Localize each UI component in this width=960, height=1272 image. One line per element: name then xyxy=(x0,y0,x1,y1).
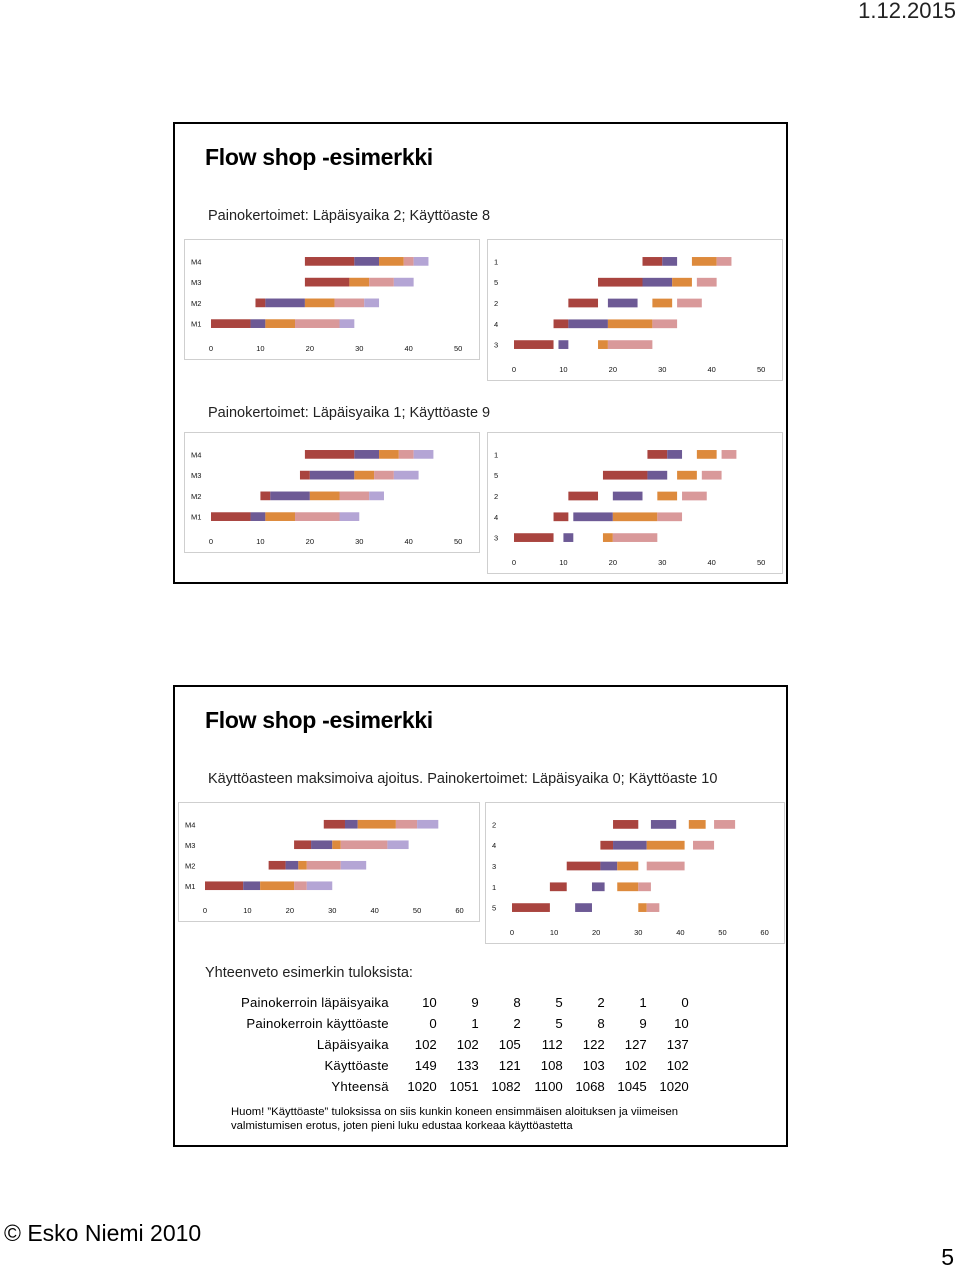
gantt-bar xyxy=(341,861,366,870)
gantt-bar xyxy=(394,471,419,480)
table-row xyxy=(241,1076,689,1097)
table-cell: 102 xyxy=(414,1037,437,1052)
x-tick-label: 50 xyxy=(756,365,766,374)
gantt-bar xyxy=(693,841,714,850)
x-tick-label: 0 xyxy=(509,928,515,937)
gantt-bar xyxy=(270,492,310,501)
gantt-bar xyxy=(677,471,697,480)
gantt-bar xyxy=(608,299,638,308)
x-tick-label: 0 xyxy=(208,537,214,546)
gantt-bar xyxy=(332,840,340,849)
row-label: 5 xyxy=(494,278,499,288)
chart-3-jobs xyxy=(485,802,785,944)
gantt-bar xyxy=(568,319,608,328)
row-label: 1 xyxy=(492,882,497,892)
x-tick-label: 30 xyxy=(658,365,667,374)
gantt-bar xyxy=(387,840,408,849)
slide-2-subtitle: Käyttöasteen maksimoiva ajoitus. Painokertoimet: Läpäisyaika 0; Käyttöaste 10 xyxy=(208,771,718,787)
row-label: M3 xyxy=(185,840,196,850)
gantt-bar xyxy=(295,512,339,521)
table-row xyxy=(241,1055,689,1076)
gantt-bar xyxy=(652,299,672,308)
gantt-bar xyxy=(340,492,370,501)
gantt-bar xyxy=(592,882,605,891)
x-tick-label: 40 xyxy=(707,365,716,374)
row-label: M3 xyxy=(191,471,202,481)
gantt-bar xyxy=(396,820,417,829)
gantt-bar xyxy=(294,881,307,890)
row-label: 4 xyxy=(492,841,497,851)
row-label: M2 xyxy=(191,298,202,308)
slide-1-title: Flow shop -esimerkki xyxy=(205,144,433,170)
table-cell: 10 xyxy=(674,1016,689,1031)
slide-2-title: Flow shop -esimerkki xyxy=(205,707,433,733)
table-cell: 1020 xyxy=(407,1079,437,1094)
chart-2-machines xyxy=(184,432,480,553)
gantt-bar xyxy=(369,278,394,287)
slide-1-subtitle-2: Painokertoimet: Läpäisyaika 1; Käyttöaste 9 xyxy=(208,405,491,421)
row-label: M1 xyxy=(185,881,196,891)
x-tick-label: 10 xyxy=(256,537,265,546)
gantt-bar xyxy=(340,512,360,521)
row-label: Läpäisyaika xyxy=(316,1037,389,1052)
gantt-bar xyxy=(554,319,569,328)
row-label: 2 xyxy=(494,492,499,501)
chart-2-jobs xyxy=(487,432,783,574)
gantt-bar xyxy=(205,881,243,890)
gantt-bar xyxy=(354,450,379,459)
table-cell: 103 xyxy=(582,1058,605,1073)
x-tick-label: 50 xyxy=(756,558,766,567)
gantt-bar xyxy=(211,512,251,521)
gantt-bar xyxy=(354,471,374,480)
gantt-bar xyxy=(613,841,647,850)
gantt-bar xyxy=(269,861,286,870)
row-label: M4 xyxy=(191,257,202,267)
table-cell: 122 xyxy=(582,1037,605,1052)
x-tick-label: 40 xyxy=(676,928,685,937)
table-cell: 1020 xyxy=(659,1079,689,1094)
gantt-bar xyxy=(657,512,682,521)
gantt-bar xyxy=(682,492,707,501)
row-label: M3 xyxy=(191,278,202,288)
gantt-bar xyxy=(305,257,354,266)
gantt-bar xyxy=(598,340,608,349)
table-row xyxy=(241,1034,689,1055)
gantt-bar xyxy=(354,257,379,266)
chart-3-machines xyxy=(178,802,480,922)
gantt-bar xyxy=(243,881,260,890)
gantt-bar xyxy=(300,471,310,480)
table-cell: 137 xyxy=(666,1037,689,1052)
x-tick-label: 0 xyxy=(208,344,214,353)
gantt-bar xyxy=(677,299,702,308)
gantt-bar xyxy=(417,820,438,829)
gantt-bar xyxy=(265,512,295,521)
row-label: 4 xyxy=(494,512,499,522)
gantt-bar xyxy=(374,471,394,480)
x-tick-label: 60 xyxy=(760,928,769,937)
chart-1-machines xyxy=(184,239,480,360)
row-label: M4 xyxy=(185,820,196,830)
x-tick-label: 50 xyxy=(718,928,727,937)
x-tick-label: 0 xyxy=(202,906,208,915)
gantt-bar xyxy=(514,533,554,542)
gantt-bar xyxy=(305,450,354,459)
gantt-bar xyxy=(324,820,345,829)
x-tick-label: 20 xyxy=(608,558,618,567)
gantt-bar xyxy=(358,820,396,829)
table-cell: 121 xyxy=(498,1058,521,1073)
table-cell: 133 xyxy=(456,1058,479,1073)
table-cell: 9 xyxy=(471,995,479,1010)
gantt-bar xyxy=(414,450,434,459)
gantt-bar xyxy=(563,533,573,542)
gantt-bar xyxy=(600,841,613,850)
row-label: M1 xyxy=(191,319,202,329)
gantt-bar xyxy=(702,471,722,480)
gantt-bar xyxy=(613,512,657,521)
gantt-bar xyxy=(647,903,660,912)
row-label: 3 xyxy=(492,862,497,871)
table-cell: 102 xyxy=(666,1058,689,1073)
gantt-bar xyxy=(379,257,404,266)
gantt-bar xyxy=(647,471,667,480)
table-cell: 2 xyxy=(597,995,605,1010)
table-cell: 0 xyxy=(681,995,689,1010)
table-cell: 108 xyxy=(540,1058,563,1073)
gantt-bar xyxy=(364,299,379,308)
summary-title: Yhteenveto esimerkin tuloksista: xyxy=(205,965,413,981)
row-label: 2 xyxy=(494,299,499,308)
x-tick-label: 50 xyxy=(453,344,463,353)
gantt-bar xyxy=(647,841,685,850)
gantt-bar xyxy=(335,299,365,308)
gantt-bar xyxy=(265,319,295,328)
gantt-bar xyxy=(349,278,369,287)
gantt-bar xyxy=(603,533,613,542)
table-cell: 9 xyxy=(639,1016,647,1031)
table-cell: 105 xyxy=(498,1037,521,1052)
gantt-bar xyxy=(613,533,657,542)
x-tick-label: 50 xyxy=(412,906,422,915)
x-tick-label: 40 xyxy=(404,344,413,353)
gantt-bar xyxy=(722,450,737,459)
x-tick-label: 20 xyxy=(285,906,295,915)
gantt-bar xyxy=(643,278,673,287)
gantt-bar xyxy=(251,512,266,521)
footer-copyright: © Esko Niemi 2010 xyxy=(4,1220,202,1246)
x-tick-label: 10 xyxy=(243,906,252,915)
table-cell: 1051 xyxy=(449,1079,479,1094)
gantt-bar xyxy=(573,512,613,521)
gantt-bar xyxy=(260,492,270,501)
x-tick-label: 30 xyxy=(634,928,643,937)
page-number: 5 xyxy=(941,1244,954,1270)
table-cell: 1068 xyxy=(575,1079,605,1094)
slide-1 xyxy=(173,122,788,584)
gantt-bar xyxy=(251,319,266,328)
gantt-bar xyxy=(341,840,388,849)
x-tick-label: 10 xyxy=(559,365,568,374)
table-row xyxy=(241,992,689,1013)
x-tick-label: 30 xyxy=(328,906,337,915)
x-tick-label: 20 xyxy=(305,537,315,546)
x-tick-label: 60 xyxy=(455,906,464,915)
x-tick-label: 0 xyxy=(511,365,517,374)
table-cell: 127 xyxy=(624,1037,647,1052)
table-cell: 5 xyxy=(555,995,563,1010)
row-label: Käyttöaste xyxy=(324,1058,389,1073)
table-cell: 1 xyxy=(471,1016,479,1031)
row-label: M2 xyxy=(185,861,196,871)
row-label: 1 xyxy=(494,257,499,267)
gantt-bar xyxy=(643,257,663,266)
row-label: 5 xyxy=(494,471,499,481)
header-date: 1.12.2015 xyxy=(858,0,956,23)
x-tick-label: 0 xyxy=(511,558,517,567)
gantt-bar xyxy=(369,492,384,501)
gantt-bar xyxy=(305,299,335,308)
row-label: 4 xyxy=(494,319,499,329)
table-cell: 149 xyxy=(414,1058,437,1073)
gantt-bar xyxy=(657,492,677,501)
gantt-bar xyxy=(600,862,617,871)
x-tick-label: 40 xyxy=(404,537,413,546)
table-cell: 5 xyxy=(555,1016,563,1031)
gantt-bar xyxy=(567,862,601,871)
gantt-bar xyxy=(311,840,332,849)
gantt-bar xyxy=(638,903,646,912)
table-cell: 8 xyxy=(513,995,521,1010)
gantt-bar xyxy=(310,471,354,480)
chart-1-jobs xyxy=(487,239,783,381)
gantt-bar xyxy=(697,278,717,287)
x-tick-label: 10 xyxy=(559,558,568,567)
gantt-bar xyxy=(608,319,652,328)
row-label: M1 xyxy=(191,512,202,522)
gantt-bar xyxy=(394,278,414,287)
x-tick-label: 40 xyxy=(370,906,379,915)
gantt-bar xyxy=(345,820,358,829)
gantt-bar xyxy=(286,861,299,870)
gantt-bar xyxy=(613,492,643,501)
gantt-bar xyxy=(652,319,677,328)
note-text: Huom! ”Käyttöaste” tuloksissa on siis kunkin koneen ensimmäisen aloituksen ja viimeisen valmistumisen erotus, joten pieni luku edustaa korkeaa käyttöastetta xyxy=(231,1106,679,1132)
row-label: Painokerroin läpäisyaika xyxy=(241,995,389,1010)
gantt-bar xyxy=(662,257,677,266)
summary-table xyxy=(241,992,689,1097)
gantt-bar xyxy=(568,492,598,501)
gantt-bar xyxy=(647,862,685,871)
gantt-bar xyxy=(307,881,332,890)
gantt-bar xyxy=(613,820,638,829)
gantt-bar xyxy=(568,299,598,308)
table-cell: 1045 xyxy=(617,1079,647,1094)
x-tick-label: 50 xyxy=(453,537,463,546)
gantt-bar xyxy=(550,882,567,891)
gantt-bar xyxy=(399,450,414,459)
x-tick-label: 30 xyxy=(355,537,364,546)
row-label: M4 xyxy=(191,450,202,460)
gantt-bar xyxy=(617,862,638,871)
table-row xyxy=(241,1013,689,1034)
x-tick-label: 10 xyxy=(549,928,559,937)
x-tick-label: 20 xyxy=(608,365,618,374)
gantt-bar xyxy=(340,319,355,328)
gantt-bar xyxy=(260,881,294,890)
gantt-bar xyxy=(598,278,642,287)
gantt-bar xyxy=(265,299,305,308)
table-cell: 0 xyxy=(429,1016,437,1031)
gantt-bar xyxy=(603,471,647,480)
gantt-bar xyxy=(414,257,429,266)
gantt-bar xyxy=(714,820,735,829)
row-label: 5 xyxy=(492,903,497,913)
gantt-bar xyxy=(295,319,339,328)
gantt-bar xyxy=(647,450,667,459)
gantt-bar xyxy=(310,492,340,501)
table-cell: 1082 xyxy=(491,1079,521,1094)
x-tick-label: 30 xyxy=(658,558,667,567)
x-tick-label: 40 xyxy=(707,558,716,567)
table-cell: 8 xyxy=(597,1016,605,1031)
x-tick-label: 30 xyxy=(355,344,364,353)
gantt-bar xyxy=(689,820,706,829)
table-cell: 1100 xyxy=(534,1079,563,1094)
table-cell: 2 xyxy=(513,1016,521,1031)
gantt-bar xyxy=(717,257,732,266)
gantt-bar xyxy=(514,340,554,349)
row-label: Yhteensä xyxy=(331,1079,389,1094)
gantt-bar xyxy=(638,882,651,891)
gantt-bar xyxy=(554,512,569,521)
gantt-bar xyxy=(298,861,306,870)
table-cell: 102 xyxy=(624,1058,647,1073)
gantt-bar xyxy=(575,903,592,912)
gantt-bar xyxy=(255,299,265,308)
table-cell: 10 xyxy=(422,995,437,1010)
x-tick-label: 10 xyxy=(256,344,265,353)
gantt-bar xyxy=(667,450,682,459)
gantt-bar xyxy=(608,340,652,349)
gantt-bar xyxy=(307,861,341,870)
gantt-bar xyxy=(404,257,414,266)
gantt-bar xyxy=(211,319,251,328)
slide-1-subtitle-1: Painokertoimet: Läpäisyaika 2; Käyttöaste 8 xyxy=(208,208,491,224)
gantt-bar xyxy=(672,278,692,287)
row-label: 3 xyxy=(494,533,499,543)
table-cell: 102 xyxy=(456,1037,479,1052)
gantt-bar xyxy=(379,450,399,459)
row-label: 2 xyxy=(492,820,497,830)
gantt-bar xyxy=(692,257,717,266)
table-cell: 112 xyxy=(541,1037,563,1052)
row-label: M2 xyxy=(191,491,202,501)
row-label: 3 xyxy=(494,340,499,350)
gantt-bar xyxy=(512,903,550,912)
gantt-bar xyxy=(558,340,568,349)
gantt-bar xyxy=(294,840,311,849)
x-tick-label: 20 xyxy=(592,928,601,937)
row-label: 1 xyxy=(494,450,499,460)
gantt-bar xyxy=(305,278,349,287)
gantt-bar xyxy=(651,820,676,829)
slide-2 xyxy=(173,685,788,1147)
gantt-bar xyxy=(617,882,638,891)
table-cell: 1 xyxy=(639,995,647,1010)
row-label: Painokerroin käyttöaste xyxy=(246,1016,389,1031)
x-tick-label: 20 xyxy=(305,344,315,353)
gantt-bar xyxy=(697,450,717,459)
